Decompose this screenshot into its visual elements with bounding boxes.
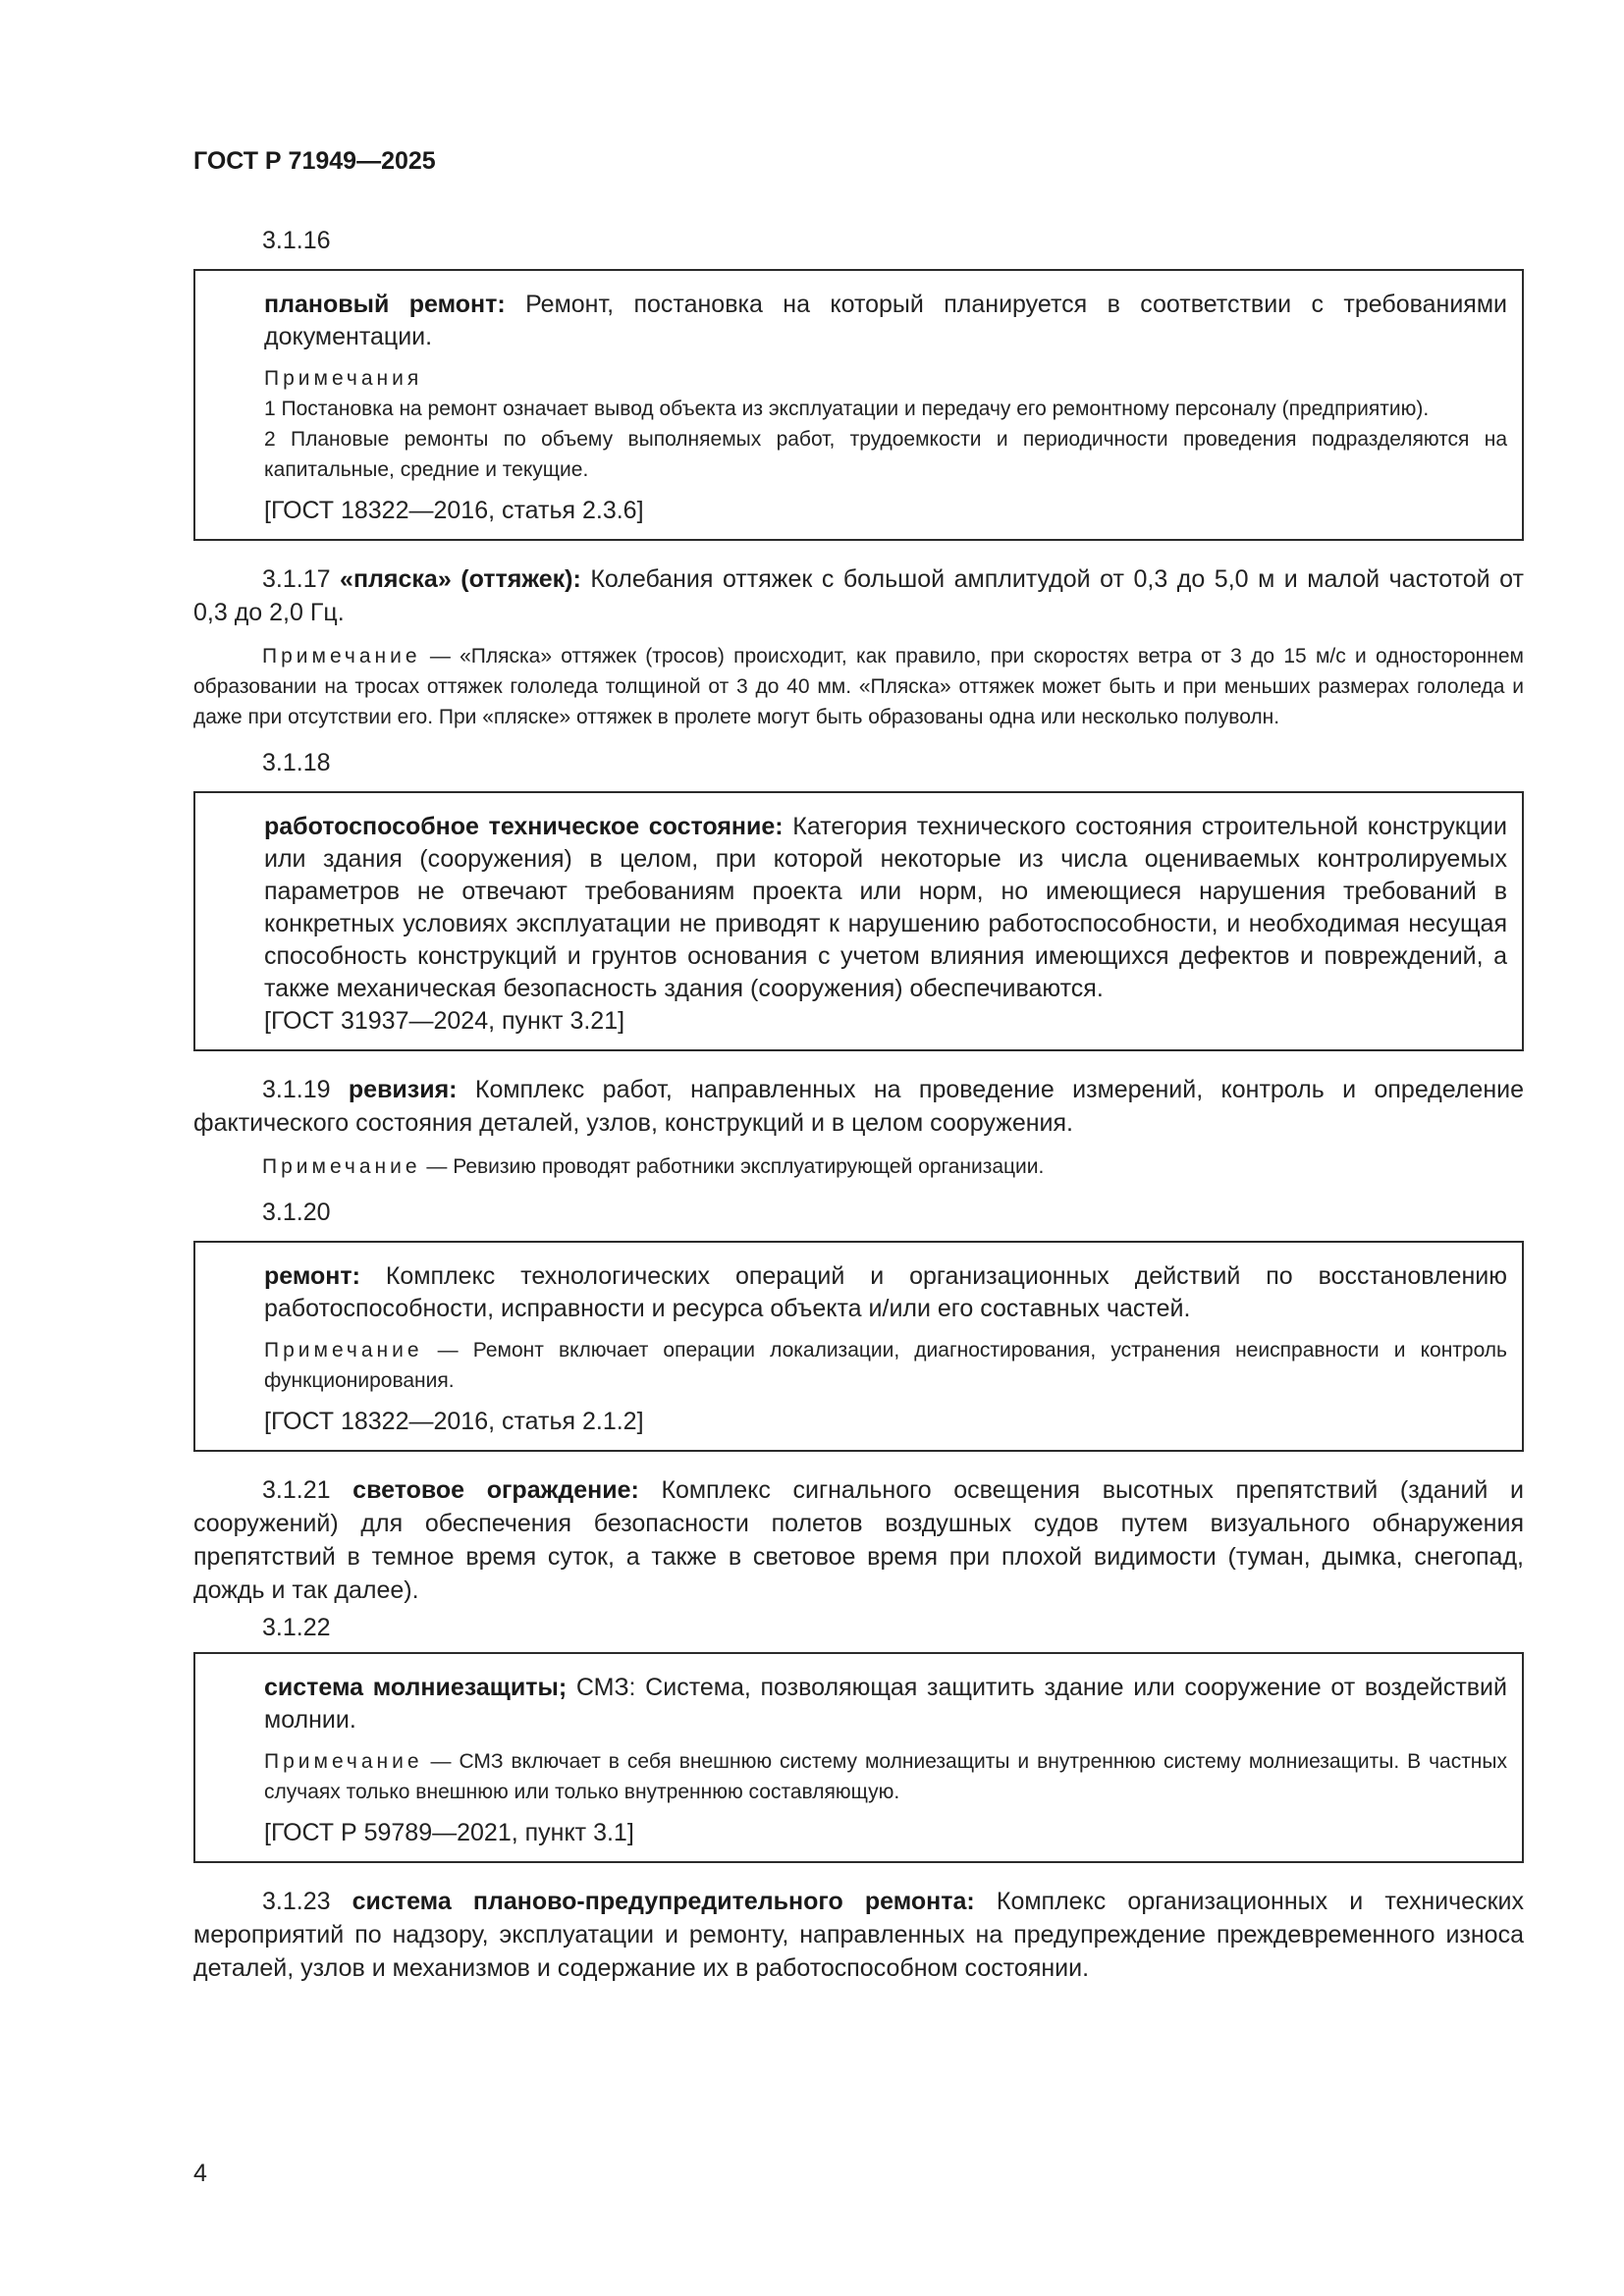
term-number: 3.1.17 <box>262 565 331 593</box>
term-title: плановый ремонт: <box>264 291 506 318</box>
term-box-lightning-protection <box>193 1652 1524 1863</box>
document-body <box>193 224 1524 1997</box>
term-title: ревизия: <box>348 1076 458 1103</box>
definition-text: Колебания оттяжек с большой амплитудой от 0,3 до 5,0 м и малой частотой от 0,3 до 2,0 Гц. <box>193 565 1524 626</box>
term-title: «пляска» (оттяжек): <box>340 565 581 593</box>
note-label: Примечание <box>262 1155 421 1178</box>
document-header: ГОСТ Р 71949—2025 <box>193 147 436 175</box>
note-label: Примечание <box>262 645 421 667</box>
note-label: Примечание <box>264 1339 423 1362</box>
source-reference: [ГОСТ 31937—2024, пункт 3.21] <box>264 1007 625 1035</box>
note-paragraph <box>193 1151 1524 1182</box>
term-title: работоспособное техническое состояние: <box>264 813 784 840</box>
definition-text: СМЗ: Система, позволяющая защитить здание или сооружение от воздействий молнии. <box>264 1674 1507 1734</box>
note-label: Примечание <box>264 1750 423 1773</box>
term-number: 3.1.16 <box>262 227 331 254</box>
term-definition <box>264 1260 1507 1325</box>
note-paragraph <box>264 1335 1507 1396</box>
note-paragraph <box>264 1746 1507 1807</box>
term-box-repair <box>193 1241 1524 1452</box>
term-paragraph <box>193 1473 1524 1607</box>
term-number: 3.1.21 <box>262 1476 331 1504</box>
term-title: ремонт: <box>264 1262 360 1290</box>
note-text: 2 Плановые ремонты по объему выполняемых работ, трудоемкости и периодичности проведения подразделяются на капитальные, средние и текущие. <box>264 428 1507 481</box>
term-title: система планово-предупредительного ремонта: <box>352 1888 975 1915</box>
term-paragraph <box>193 1073 1524 1140</box>
term-paragraph <box>193 562 1524 629</box>
source-reference: [ГОСТ Р 59789—2021, пункт 3.1] <box>264 1819 634 1846</box>
term-definition <box>264 289 1507 353</box>
term-number: 3.1.20 <box>262 1199 331 1226</box>
note-text: — «Пляска» оттяжек (тросов) происходит, как правило, при скоростях ветра от 3 до 15 м/с и одностороннем образовании на тросах оттяжек гололеда толщиной от 3 до 40 мм. «Пляска» оттяжек может быть и при меньших размерах гололеда и даже при отсутствии его. При «пляске» оттяжек в пролете могут быть образованы одна или несколько полуволн. <box>193 645 1524 728</box>
term-box-operable-condition <box>193 791 1524 1051</box>
definition-text: Комплекс сигнального освещения высотных препятствий (зданий и сооружений) для обеспечения безопасности полетов воздушных судов путем визуального обнаружения препятствий в темное время суток, а также в световое время при плохой видимости (туман, дымка, снегопад, дождь и так далее). <box>193 1476 1524 1604</box>
note-paragraph <box>193 641 1524 732</box>
source-reference: [ГОСТ 18322—2016, статья 2.3.6] <box>264 497 644 524</box>
definition-text: Комплекс организационных и технических мероприятий по надзору, эксплуатации и ремонту, направленных на предупреждение преждевременного износа деталей, узлов и механизмов и содержание их в работоспособном состоянии. <box>193 1888 1524 1982</box>
term-definition <box>264 1672 1507 1736</box>
note-text: — Ревизию проводят работники эксплуатирующей организации. <box>426 1155 1045 1178</box>
page-number: 4 <box>193 2160 207 2187</box>
term-paragraph <box>193 1885 1524 1985</box>
definition-text: Ремонт, постановка на который планируется в соответствии с требованиями документации. <box>264 291 1507 350</box>
term-number: 3.1.18 <box>262 749 331 776</box>
notes-title: Примечания <box>264 367 423 390</box>
term-title: система молниезащиты; <box>264 1674 568 1701</box>
definition-text: Комплекс работ, направленных на проведение измерений, контроль и определение фактического состояния деталей, узлов, конструкций и в целом сооружения. <box>193 1076 1524 1137</box>
term-title: световое ограждение: <box>352 1476 639 1504</box>
term-box-planned-repair <box>193 269 1524 541</box>
term-number: 3.1.22 <box>262 1614 331 1641</box>
term-number: 3.1.19 <box>262 1076 331 1103</box>
term-definition <box>264 811 1507 1005</box>
definition-text: Комплекс технологических операций и организационных действий по восстановлению работоспособности, исправности и ресурса объекта и/или его составных частей. <box>264 1262 1507 1322</box>
definition-text: Категория технического состояния строительной конструкции или здания (сооружения) в целом, при которой некоторые из числа оцениваемых контролируемых параметров не отвечают требованиям проекта или норм, но имеющиеся нарушения требований в конкретных условиях эксплуатации не приводят к нарушению работоспособности, и необходимая несущая способность конструкций и грунтов основания с учетом влияния имеющихся дефектов и повреждений, а также механическая безопасность здания (сооружения) обеспечиваются. <box>264 813 1507 1002</box>
note-text: 1 Постановка на ремонт означает вывод объекта из эксплуатации и передачу его ремонтному персоналу (предприятию). <box>264 398 1430 420</box>
note-text: — Ремонт включает операции локализации, диагностирования, устранения неисправности и контроль функционирования. <box>264 1339 1507 1392</box>
source-reference: [ГОСТ 18322—2016, статья 2.1.2] <box>264 1408 644 1435</box>
term-number: 3.1.23 <box>262 1888 331 1915</box>
note-text: — СМЗ включает в себя внешнюю систему молниезащиты и внутреннюю систему молниезащиты. В частных случаях только внешнюю или только внутреннюю составляющую. <box>264 1750 1507 1803</box>
